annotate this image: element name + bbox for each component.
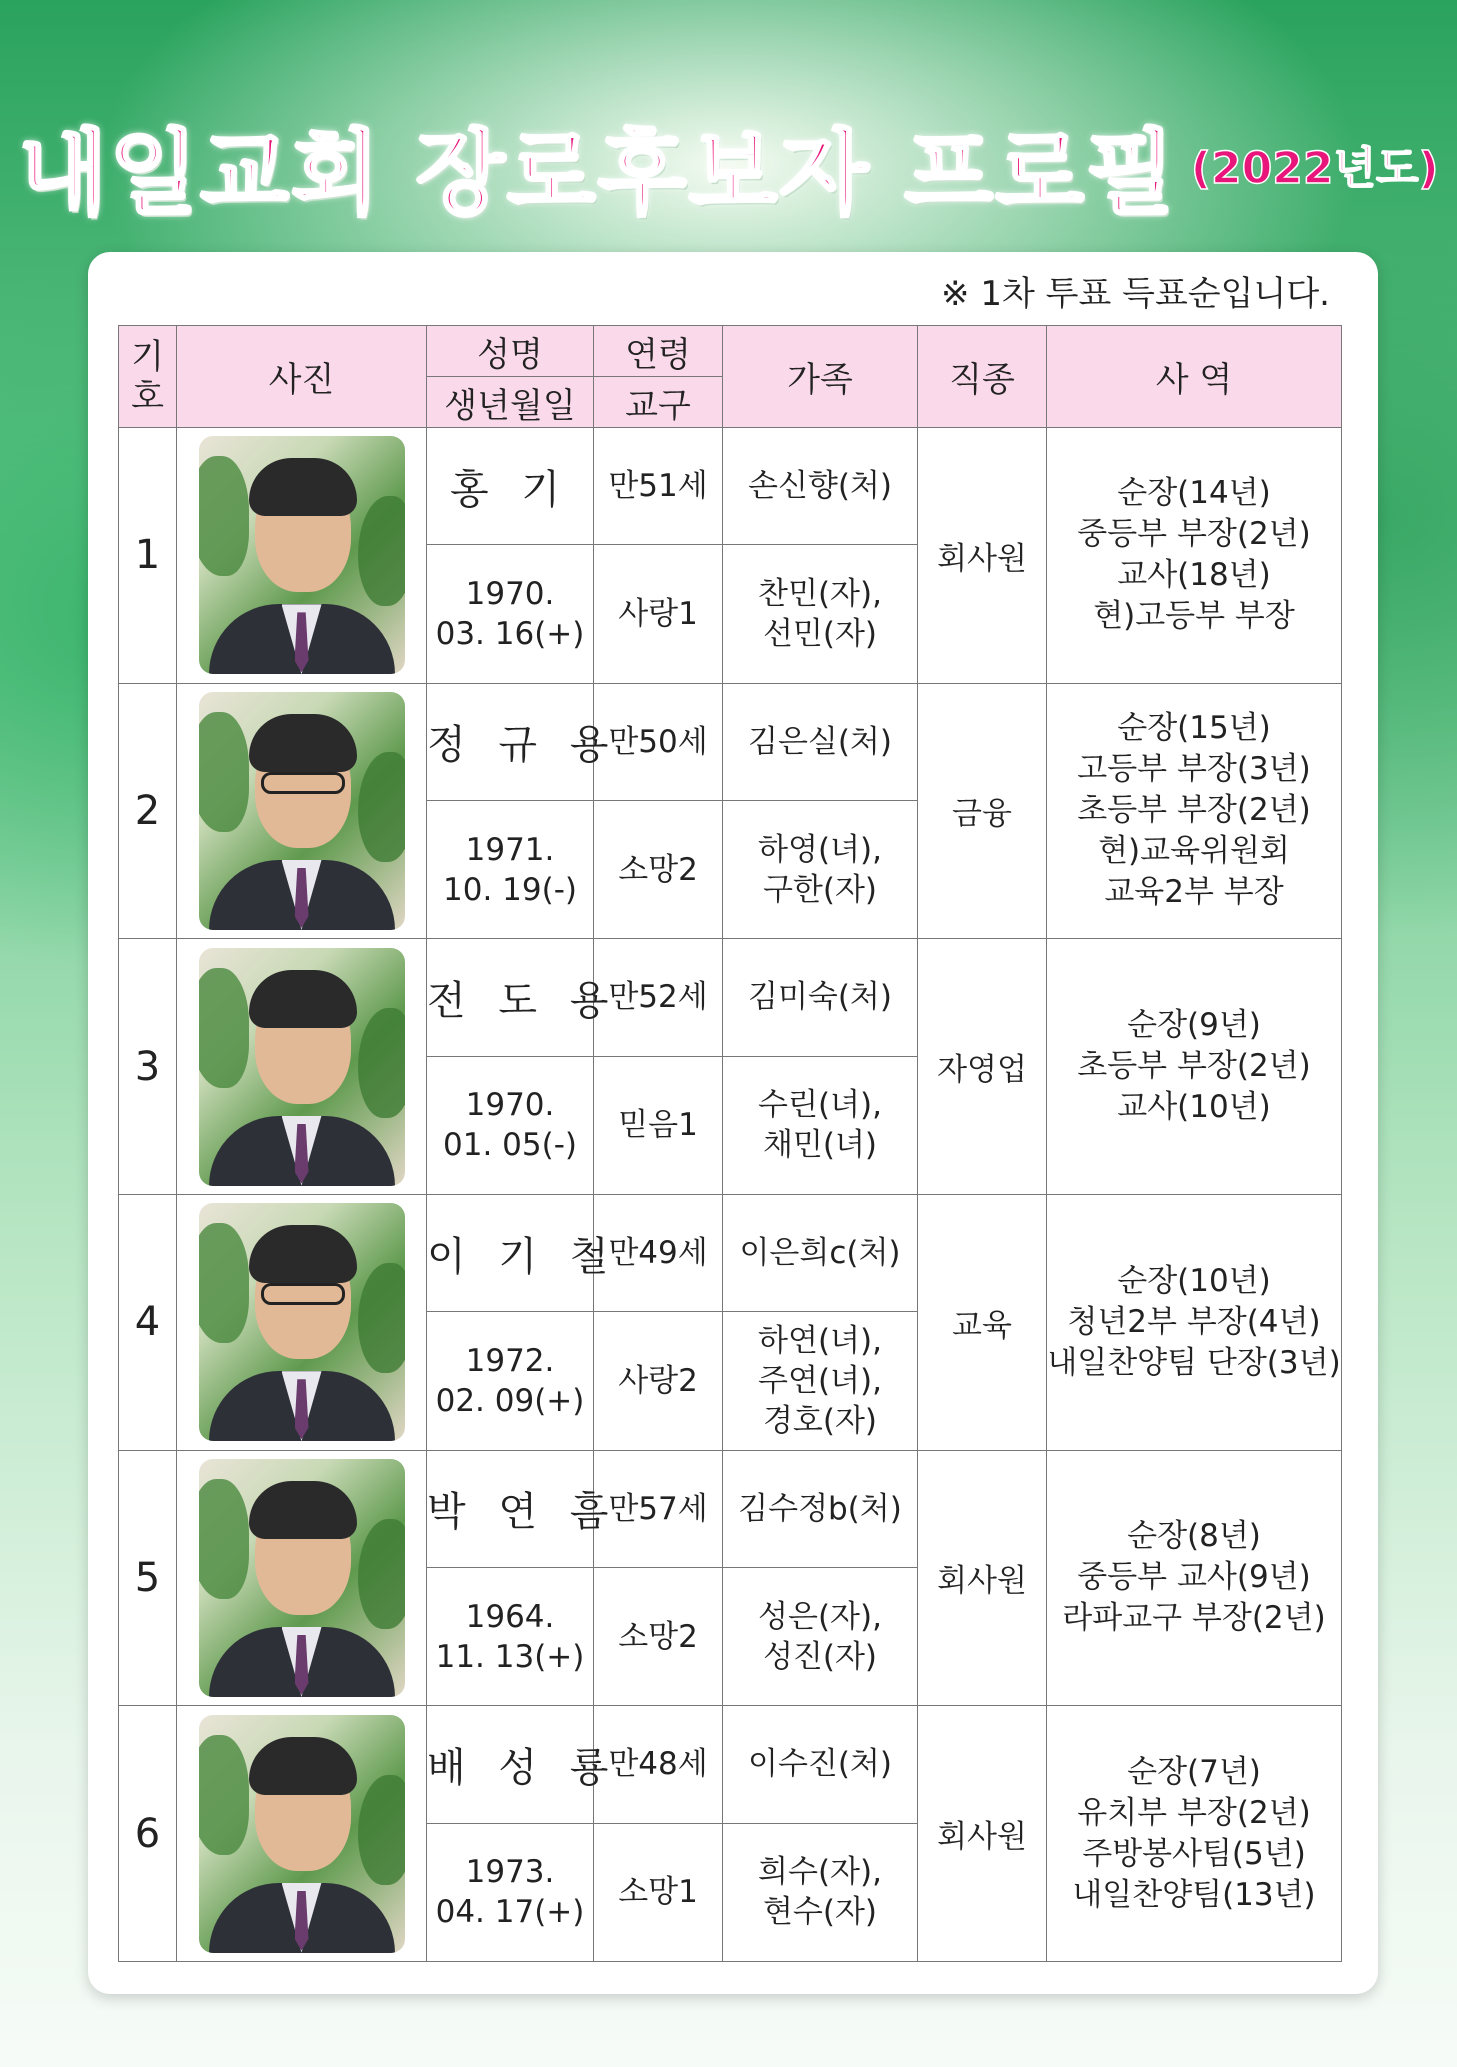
candidate-ministry <box>1047 1706 1342 1962</box>
birth-year: 1973. <box>465 1854 555 1891</box>
candidate-birth <box>427 1056 594 1194</box>
candidate-spouse: 김수정b(처) <box>723 1450 918 1567</box>
profile-card <box>88 252 1378 1994</box>
candidate-ministry <box>1047 939 1342 1195</box>
ministry-line: 교육2부 부장 <box>1104 874 1284 911</box>
birth-year: 1972. <box>465 1342 555 1379</box>
ministry-line: 순장(15년) <box>1117 710 1271 747</box>
children-line: 선민(자) <box>762 615 878 652</box>
birth-date: 01. 05(-) <box>443 1127 577 1164</box>
candidate-birth <box>427 800 594 938</box>
ministry-line: 내일찬양팀 단장(3년) <box>1047 1344 1341 1381</box>
candidate-children <box>723 1312 918 1450</box>
table-row <box>119 683 1342 800</box>
candidate-district: 소망1 <box>594 1823 723 1961</box>
candidate-birth <box>427 1823 594 1961</box>
birth-year: 1971. <box>465 831 555 868</box>
candidate-number: 1 <box>119 428 177 684</box>
candidate-age: 만57세 <box>594 1450 723 1567</box>
candidate-children <box>723 545 918 683</box>
ministry-line: 교사(10년) <box>1117 1089 1271 1126</box>
ministry-line: 유치부 부장(2년) <box>1077 1794 1311 1831</box>
table-row <box>119 1706 1342 1823</box>
candidate-district: 믿음1 <box>594 1056 723 1194</box>
candidate-children <box>723 1056 918 1194</box>
children-line: 성은(자), <box>758 1598 882 1635</box>
candidate-name: 박 연 흠 <box>427 1450 594 1567</box>
photo-cell <box>177 683 427 939</box>
birth-date: 02. 09(+) <box>435 1382 585 1419</box>
birth-date: 03. 16(+) <box>435 615 585 652</box>
ministry-line: 초등부 부장(2년) <box>1077 792 1311 829</box>
ministry-line: 중등부 교사(9년) <box>1077 1559 1311 1596</box>
children-line: 구한(자) <box>762 871 878 908</box>
ministry-line: 청년2부 부장(4년) <box>1067 1303 1321 1340</box>
candidate-age: 만51세 <box>594 428 723 545</box>
candidate-age: 만49세 <box>594 1194 723 1311</box>
candidate-number: 2 <box>119 683 177 939</box>
ministry-line: 초등부 부장(2년) <box>1077 1048 1311 1085</box>
children-line: 하연(녀), <box>758 1322 882 1359</box>
ministry-line: 현)고등부 부장 <box>1093 598 1295 635</box>
candidate-number: 3 <box>119 939 177 1195</box>
photo-cell <box>177 1450 427 1706</box>
candidate-age: 만52세 <box>594 939 723 1056</box>
candidate-spouse: 이은희c(처) <box>723 1194 918 1311</box>
glasses-shape <box>261 772 345 794</box>
title-year: (2022년도) <box>1190 143 1439 194</box>
children-line: 희수(자), <box>758 1854 882 1891</box>
candidate-birth <box>427 545 594 683</box>
birth-year: 1964. <box>465 1598 555 1635</box>
candidate-photo <box>199 1203 405 1441</box>
page-title <box>0 100 1457 232</box>
candidate-name: 이 기 철 <box>427 1194 594 1311</box>
birth-year: 1970. <box>465 1087 555 1124</box>
ministry-line: 고등부 부장(3년) <box>1077 751 1311 788</box>
ministry-line: 현)교육위원회 <box>1098 833 1290 870</box>
candidate-job: 교육 <box>918 1194 1047 1450</box>
children-line: 수린(녀), <box>758 1087 882 1124</box>
birth-date: 10. 19(-) <box>443 871 577 908</box>
ministry-line: 순장(14년) <box>1117 475 1271 512</box>
candidate-name: 정 규 용 <box>427 683 594 800</box>
candidate-photo <box>199 1459 405 1697</box>
photo-cell <box>177 428 427 684</box>
candidate-age: 만48세 <box>594 1706 723 1823</box>
candidate-photo <box>199 1715 405 1953</box>
candidate-name: 홍 기 <box>427 428 594 545</box>
ministry-line: 순장(9년) <box>1127 1007 1261 1044</box>
candidate-ministry <box>1047 683 1342 939</box>
candidate-job: 회사원 <box>918 428 1047 684</box>
candidate-age: 만50세 <box>594 683 723 800</box>
children-line: 성진(자) <box>762 1638 878 1675</box>
candidate-ministry <box>1047 1450 1342 1706</box>
children-line: 경호(자) <box>762 1402 878 1439</box>
ministry-line: 교사(18년) <box>1117 557 1271 594</box>
candidate-table <box>118 325 1342 1962</box>
photo-cell <box>177 1194 427 1450</box>
children-line: 찬민(자), <box>758 575 882 612</box>
candidate-district: 소망2 <box>594 800 723 938</box>
ministry-line: 순장(7년) <box>1127 1753 1261 1790</box>
candidate-job: 회사원 <box>918 1706 1047 1962</box>
candidate-photo <box>199 436 405 674</box>
photo-cell <box>177 939 427 1195</box>
children-line: 하영(녀), <box>758 831 882 868</box>
ministry-line: 라파교구 부장(2년) <box>1062 1600 1326 1637</box>
candidate-ministry <box>1047 428 1342 684</box>
photo-cell <box>177 1706 427 1962</box>
candidate-spouse: 손신향(처) <box>723 428 918 545</box>
header-name: 성명 <box>427 326 594 377</box>
candidate-district: 소망2 <box>594 1567 723 1705</box>
candidate-photo <box>199 692 405 930</box>
header-family: 가족 <box>723 326 918 428</box>
candidate-photo <box>199 948 405 1186</box>
candidate-birth <box>427 1567 594 1705</box>
candidate-children <box>723 1567 918 1705</box>
candidate-number: 4 <box>119 1194 177 1450</box>
candidate-children <box>723 800 918 938</box>
candidate-job: 자영업 <box>918 939 1047 1195</box>
ministry-line: 순장(8년) <box>1127 1518 1261 1555</box>
table-row <box>119 939 1342 1056</box>
birth-year: 1970. <box>465 575 555 612</box>
children-line: 주연(녀), <box>758 1362 882 1399</box>
candidate-district: 사랑1 <box>594 545 723 683</box>
children-line: 채민(녀) <box>762 1127 878 1164</box>
candidate-number: 6 <box>119 1706 177 1962</box>
ministry-line: 순장(10년) <box>1117 1262 1271 1299</box>
ministry-line: 내일찬양팀(13년) <box>1072 1876 1316 1913</box>
header-district: 교구 <box>594 377 723 428</box>
header-ministry: 사 역 <box>1047 326 1342 428</box>
vote-order-note: ※ 1차 투표 득표순입니다. <box>941 274 1330 314</box>
ministry-line: 중등부 부장(2년) <box>1077 516 1311 553</box>
header-age: 연령 <box>594 326 723 377</box>
candidate-number: 5 <box>119 1450 177 1706</box>
candidate-spouse: 이수진(처) <box>723 1706 918 1823</box>
candidate-spouse: 김미숙(처) <box>723 939 918 1056</box>
table-row <box>119 1194 1342 1311</box>
header-job: 직종 <box>918 326 1047 428</box>
candidate-job: 회사원 <box>918 1450 1047 1706</box>
glasses-shape <box>261 1283 345 1305</box>
header-number: 기 호 <box>119 326 177 428</box>
candidate-ministry <box>1047 1194 1342 1450</box>
candidate-district: 사랑2 <box>594 1312 723 1450</box>
candidate-name: 배 성 룡 <box>427 1706 594 1823</box>
candidate-job: 금융 <box>918 683 1047 939</box>
candidate-name: 전 도 용 <box>427 939 594 1056</box>
ministry-line: 주방봉사팀(5년) <box>1082 1835 1306 1872</box>
candidate-children <box>723 1823 918 1961</box>
children-line: 현수(자) <box>762 1894 878 1931</box>
header-photo: 사진 <box>177 326 427 428</box>
candidate-birth <box>427 1312 594 1450</box>
title-main: 내일교회 장로후보자 프로필 <box>18 120 1177 227</box>
header-birth: 생년월일 <box>427 377 594 428</box>
birth-date: 04. 17(+) <box>435 1894 585 1931</box>
table-row <box>119 428 1342 545</box>
birth-date: 11. 13(+) <box>435 1638 585 1675</box>
candidate-spouse: 김은실(처) <box>723 683 918 800</box>
table-row <box>119 1450 1342 1567</box>
